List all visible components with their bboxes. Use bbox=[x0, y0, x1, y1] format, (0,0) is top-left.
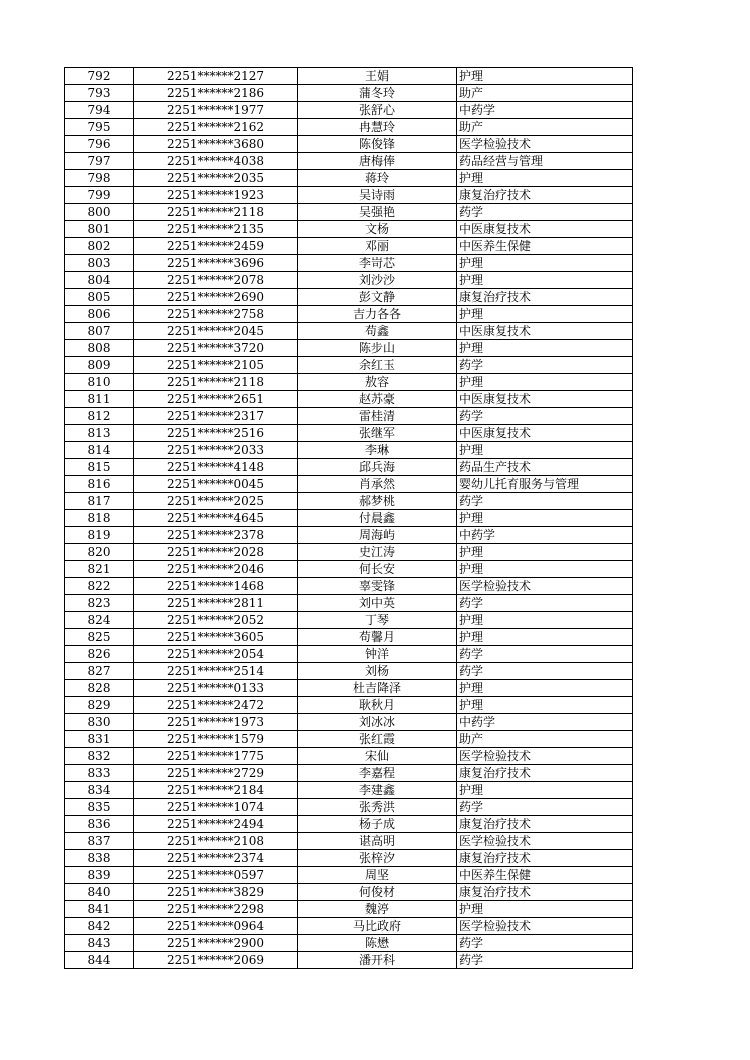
student-id-cell: 2251******2028 bbox=[134, 544, 298, 561]
student-id-cell: 2251******2900 bbox=[134, 935, 298, 952]
row-number-cell: 799 bbox=[65, 187, 134, 204]
row-number-cell: 816 bbox=[65, 476, 134, 493]
table-row bbox=[65, 748, 633, 765]
table-row bbox=[65, 850, 633, 867]
student-id-cell: 2251******3680 bbox=[134, 136, 298, 153]
major-cell: 中医康复技术 bbox=[457, 323, 633, 340]
student-name-cell: 李建鑫 bbox=[298, 782, 457, 799]
student-id-cell: 2251******2108 bbox=[134, 833, 298, 850]
student-name-cell: 潘开科 bbox=[298, 952, 457, 969]
major-cell: 中药学 bbox=[457, 527, 633, 544]
table-row bbox=[65, 833, 633, 850]
table-row bbox=[65, 102, 633, 119]
student-name-cell: 周海屿 bbox=[298, 527, 457, 544]
student-id-cell: 2251******2054 bbox=[134, 646, 298, 663]
major-cell: 康复治疗技术 bbox=[457, 765, 633, 782]
student-id-cell: 2251******4645 bbox=[134, 510, 298, 527]
major-cell: 助产 bbox=[457, 119, 633, 136]
student-id-cell: 2251******2046 bbox=[134, 561, 298, 578]
major-cell: 护理 bbox=[457, 340, 633, 357]
student-id-cell: 2251******1468 bbox=[134, 578, 298, 595]
row-number-cell: 827 bbox=[65, 663, 134, 680]
row-number-cell: 826 bbox=[65, 646, 134, 663]
row-number-cell: 829 bbox=[65, 697, 134, 714]
student-id-cell: 2251******4148 bbox=[134, 459, 298, 476]
major-cell: 药学 bbox=[457, 663, 633, 680]
student-id-cell: 2251******2105 bbox=[134, 357, 298, 374]
major-cell: 护理 bbox=[457, 510, 633, 527]
major-cell: 中药学 bbox=[457, 102, 633, 119]
student-id-cell: 2251******2729 bbox=[134, 765, 298, 782]
table-row bbox=[65, 323, 633, 340]
table-row bbox=[65, 170, 633, 187]
student-id-cell: 2251******0964 bbox=[134, 918, 298, 935]
student-name-cell: 付晨鑫 bbox=[298, 510, 457, 527]
major-cell: 护理 bbox=[457, 170, 633, 187]
student-name-cell: 唐梅俸 bbox=[298, 153, 457, 170]
major-cell: 药品经营与管理 bbox=[457, 153, 633, 170]
student-name-cell: 何俊材 bbox=[298, 884, 457, 901]
table-row bbox=[65, 391, 633, 408]
student-id-cell: 2251******2033 bbox=[134, 442, 298, 459]
major-cell: 护理 bbox=[457, 68, 633, 85]
student-list-sheet bbox=[64, 67, 633, 969]
table-row bbox=[65, 663, 633, 680]
student-id-cell: 2251******2516 bbox=[134, 425, 298, 442]
student-name-cell: 张红霞 bbox=[298, 731, 457, 748]
row-number-cell: 803 bbox=[65, 255, 134, 272]
table-row bbox=[65, 629, 633, 646]
major-cell: 康复治疗技术 bbox=[457, 850, 633, 867]
table-row bbox=[65, 272, 633, 289]
student-name-cell: 余红玉 bbox=[298, 357, 457, 374]
student-name-cell: 谌高明 bbox=[298, 833, 457, 850]
row-number-cell: 835 bbox=[65, 799, 134, 816]
table-row bbox=[65, 680, 633, 697]
major-cell: 护理 bbox=[457, 629, 633, 646]
student-name-cell: 李岢芯 bbox=[298, 255, 457, 272]
major-cell: 护理 bbox=[457, 697, 633, 714]
row-number-cell: 822 bbox=[65, 578, 134, 595]
student-name-cell: 蒲冬玲 bbox=[298, 85, 457, 102]
student-id-cell: 2251******2690 bbox=[134, 289, 298, 306]
major-cell: 中药学 bbox=[457, 714, 633, 731]
student-name-cell: 何长安 bbox=[298, 561, 457, 578]
student-id-cell: 2251******1977 bbox=[134, 102, 298, 119]
student-id-cell: 2251******2494 bbox=[134, 816, 298, 833]
table-row bbox=[65, 816, 633, 833]
student-name-cell: 苟馨月 bbox=[298, 629, 457, 646]
row-number-cell: 794 bbox=[65, 102, 134, 119]
major-cell: 助产 bbox=[457, 85, 633, 102]
student-name-cell: 邱兵海 bbox=[298, 459, 457, 476]
student-id-cell: 2251******2651 bbox=[134, 391, 298, 408]
row-number-cell: 808 bbox=[65, 340, 134, 357]
row-number-cell: 817 bbox=[65, 493, 134, 510]
major-cell: 中医养生保健 bbox=[457, 238, 633, 255]
table-row bbox=[65, 544, 633, 561]
table-row bbox=[65, 85, 633, 102]
student-id-cell: 2251******2374 bbox=[134, 850, 298, 867]
student-id-cell: 2251******2052 bbox=[134, 612, 298, 629]
student-name-cell: 李琳 bbox=[298, 442, 457, 459]
row-number-cell: 830 bbox=[65, 714, 134, 731]
row-number-cell: 831 bbox=[65, 731, 134, 748]
major-cell: 助产 bbox=[457, 731, 633, 748]
student-name-cell: 刘中英 bbox=[298, 595, 457, 612]
student-id-cell: 2251******2184 bbox=[134, 782, 298, 799]
major-cell: 药学 bbox=[457, 646, 633, 663]
student-id-cell: 2251******0597 bbox=[134, 867, 298, 884]
table-row bbox=[65, 884, 633, 901]
student-name-cell: 钟洋 bbox=[298, 646, 457, 663]
table-row bbox=[65, 782, 633, 799]
table-row bbox=[65, 289, 633, 306]
student-id-cell: 2251******2135 bbox=[134, 221, 298, 238]
table-row bbox=[65, 119, 633, 136]
student-name-cell: 张继军 bbox=[298, 425, 457, 442]
row-number-cell: 839 bbox=[65, 867, 134, 884]
student-id-cell: 2251******2811 bbox=[134, 595, 298, 612]
student-name-cell: 刘冰冰 bbox=[298, 714, 457, 731]
student-id-cell: 2251******1074 bbox=[134, 799, 298, 816]
row-number-cell: 838 bbox=[65, 850, 134, 867]
student-name-cell: 史江涛 bbox=[298, 544, 457, 561]
student-name-cell: 蒋玲 bbox=[298, 170, 457, 187]
row-number-cell: 813 bbox=[65, 425, 134, 442]
student-name-cell: 吴诗雨 bbox=[298, 187, 457, 204]
major-cell: 康复治疗技术 bbox=[457, 816, 633, 833]
student-id-cell: 2251******2069 bbox=[134, 952, 298, 969]
table-row bbox=[65, 935, 633, 952]
row-number-cell: 800 bbox=[65, 204, 134, 221]
student-id-cell: 2251******2298 bbox=[134, 901, 298, 918]
table-row bbox=[65, 340, 633, 357]
major-cell: 护理 bbox=[457, 901, 633, 918]
major-cell: 康复治疗技术 bbox=[457, 884, 633, 901]
student-name-cell: 冉慧玲 bbox=[298, 119, 457, 136]
table-row bbox=[65, 714, 633, 731]
student-id-cell: 2251******2378 bbox=[134, 527, 298, 544]
student-name-cell: 杜吉降泽 bbox=[298, 680, 457, 697]
student-name-cell: 杨子成 bbox=[298, 816, 457, 833]
row-number-cell: 825 bbox=[65, 629, 134, 646]
table-row bbox=[65, 646, 633, 663]
row-number-cell: 832 bbox=[65, 748, 134, 765]
student-name-cell: 张秀洪 bbox=[298, 799, 457, 816]
row-number-cell: 795 bbox=[65, 119, 134, 136]
major-cell: 护理 bbox=[457, 272, 633, 289]
student-id-cell: 2251******2045 bbox=[134, 323, 298, 340]
table-row bbox=[65, 799, 633, 816]
table-row bbox=[65, 153, 633, 170]
student-name-cell: 赵苏豪 bbox=[298, 391, 457, 408]
student-name-cell: 郝梦桃 bbox=[298, 493, 457, 510]
student-name-cell: 李嘉程 bbox=[298, 765, 457, 782]
student-id-cell: 2251******1973 bbox=[134, 714, 298, 731]
major-cell: 中医康复技术 bbox=[457, 221, 633, 238]
student-name-cell: 丁琴 bbox=[298, 612, 457, 629]
student-name-cell: 王娟 bbox=[298, 68, 457, 85]
row-number-cell: 807 bbox=[65, 323, 134, 340]
table-row bbox=[65, 442, 633, 459]
table-row bbox=[65, 357, 633, 374]
row-number-cell: 823 bbox=[65, 595, 134, 612]
major-cell: 药学 bbox=[457, 204, 633, 221]
table-row bbox=[65, 697, 633, 714]
major-cell: 药品生产技术 bbox=[457, 459, 633, 476]
row-number-cell: 798 bbox=[65, 170, 134, 187]
row-number-cell: 801 bbox=[65, 221, 134, 238]
major-cell: 康复治疗技术 bbox=[457, 187, 633, 204]
row-number-cell: 796 bbox=[65, 136, 134, 153]
major-cell: 药学 bbox=[457, 408, 633, 425]
row-number-cell: 804 bbox=[65, 272, 134, 289]
table-row bbox=[65, 952, 633, 969]
table-row bbox=[65, 204, 633, 221]
table-row bbox=[65, 68, 633, 85]
table-row bbox=[65, 527, 633, 544]
student-name-cell: 马比政府 bbox=[298, 918, 457, 935]
major-cell: 中医养生保健 bbox=[457, 867, 633, 884]
student-id-cell: 2251******0045 bbox=[134, 476, 298, 493]
student-id-cell: 2251******4038 bbox=[134, 153, 298, 170]
student-id-cell: 2251******0133 bbox=[134, 680, 298, 697]
table-row bbox=[65, 306, 633, 323]
row-number-cell: 792 bbox=[65, 68, 134, 85]
table-row bbox=[65, 578, 633, 595]
table-row bbox=[65, 136, 633, 153]
table-row bbox=[65, 476, 633, 493]
student-name-cell: 陈俊锋 bbox=[298, 136, 457, 153]
student-id-cell: 2251******3605 bbox=[134, 629, 298, 646]
student-id-cell: 2251******2127 bbox=[134, 68, 298, 85]
student-name-cell: 敖容 bbox=[298, 374, 457, 391]
table-row bbox=[65, 374, 633, 391]
major-cell: 中医康复技术 bbox=[457, 425, 633, 442]
table-row bbox=[65, 510, 633, 527]
student-name-cell: 张梓汐 bbox=[298, 850, 457, 867]
row-number-cell: 833 bbox=[65, 765, 134, 782]
table-row bbox=[65, 493, 633, 510]
student-id-cell: 2251******2162 bbox=[134, 119, 298, 136]
row-number-cell: 837 bbox=[65, 833, 134, 850]
major-cell: 药学 bbox=[457, 952, 633, 969]
table-row bbox=[65, 459, 633, 476]
major-cell: 医学检验技术 bbox=[457, 833, 633, 850]
major-cell: 医学检验技术 bbox=[457, 136, 633, 153]
student-id-cell: 2251******2118 bbox=[134, 204, 298, 221]
row-number-cell: 824 bbox=[65, 612, 134, 629]
major-cell: 药学 bbox=[457, 799, 633, 816]
major-cell: 护理 bbox=[457, 442, 633, 459]
student-name-cell: 辜雯锋 bbox=[298, 578, 457, 595]
student-name-cell: 吴强艳 bbox=[298, 204, 457, 221]
student-id-cell: 2251******1579 bbox=[134, 731, 298, 748]
table-row bbox=[65, 425, 633, 442]
student-name-cell: 张舒心 bbox=[298, 102, 457, 119]
row-number-cell: 809 bbox=[65, 357, 134, 374]
row-number-cell: 797 bbox=[65, 153, 134, 170]
row-number-cell: 814 bbox=[65, 442, 134, 459]
student-table bbox=[64, 67, 633, 969]
row-number-cell: 834 bbox=[65, 782, 134, 799]
table-row bbox=[65, 612, 633, 629]
major-cell: 护理 bbox=[457, 306, 633, 323]
student-table-body bbox=[65, 68, 633, 969]
row-number-cell: 819 bbox=[65, 527, 134, 544]
major-cell: 护理 bbox=[457, 782, 633, 799]
student-name-cell: 吉力各各 bbox=[298, 306, 457, 323]
major-cell: 康复治疗技术 bbox=[457, 289, 633, 306]
major-cell: 护理 bbox=[457, 255, 633, 272]
student-id-cell: 2251******2514 bbox=[134, 663, 298, 680]
student-id-cell: 2251******1923 bbox=[134, 187, 298, 204]
student-name-cell: 耿秋月 bbox=[298, 697, 457, 714]
table-row bbox=[65, 918, 633, 935]
major-cell: 医学检验技术 bbox=[457, 578, 633, 595]
student-id-cell: 2251******3829 bbox=[134, 884, 298, 901]
table-row bbox=[65, 901, 633, 918]
major-cell: 医学检验技术 bbox=[457, 918, 633, 935]
table-row bbox=[65, 255, 633, 272]
row-number-cell: 812 bbox=[65, 408, 134, 425]
student-name-cell: 陈步山 bbox=[298, 340, 457, 357]
student-id-cell: 2251******2118 bbox=[134, 374, 298, 391]
major-cell: 药学 bbox=[457, 935, 633, 952]
row-number-cell: 818 bbox=[65, 510, 134, 527]
row-number-cell: 842 bbox=[65, 918, 134, 935]
table-row bbox=[65, 765, 633, 782]
student-name-cell: 宋仙 bbox=[298, 748, 457, 765]
row-number-cell: 793 bbox=[65, 85, 134, 102]
student-id-cell: 2251******1775 bbox=[134, 748, 298, 765]
student-id-cell: 2251******2078 bbox=[134, 272, 298, 289]
major-cell: 中医康复技术 bbox=[457, 391, 633, 408]
student-name-cell: 肖承然 bbox=[298, 476, 457, 493]
student-name-cell: 文杨 bbox=[298, 221, 457, 238]
student-name-cell: 陈懋 bbox=[298, 935, 457, 952]
major-cell: 婴幼儿托育服务与管理 bbox=[457, 476, 633, 493]
student-name-cell: 彭文静 bbox=[298, 289, 457, 306]
row-number-cell: 844 bbox=[65, 952, 134, 969]
row-number-cell: 841 bbox=[65, 901, 134, 918]
row-number-cell: 805 bbox=[65, 289, 134, 306]
row-number-cell: 843 bbox=[65, 935, 134, 952]
row-number-cell: 821 bbox=[65, 561, 134, 578]
row-number-cell: 810 bbox=[65, 374, 134, 391]
student-name-cell: 周坚 bbox=[298, 867, 457, 884]
student-name-cell: 魏渟 bbox=[298, 901, 457, 918]
student-name-cell: 雷桂清 bbox=[298, 408, 457, 425]
table-row bbox=[65, 595, 633, 612]
table-row bbox=[65, 731, 633, 748]
table-row bbox=[65, 408, 633, 425]
student-name-cell: 刘杨 bbox=[298, 663, 457, 680]
major-cell: 护理 bbox=[457, 561, 633, 578]
major-cell: 护理 bbox=[457, 374, 633, 391]
major-cell: 药学 bbox=[457, 595, 633, 612]
table-row bbox=[65, 561, 633, 578]
student-id-cell: 2251******2317 bbox=[134, 408, 298, 425]
student-id-cell: 2251******2035 bbox=[134, 170, 298, 187]
student-id-cell: 2251******2025 bbox=[134, 493, 298, 510]
row-number-cell: 820 bbox=[65, 544, 134, 561]
row-number-cell: 828 bbox=[65, 680, 134, 697]
major-cell: 护理 bbox=[457, 612, 633, 629]
student-id-cell: 2251******3720 bbox=[134, 340, 298, 357]
student-id-cell: 2251******2472 bbox=[134, 697, 298, 714]
table-row bbox=[65, 221, 633, 238]
student-id-cell: 2251******2186 bbox=[134, 85, 298, 102]
major-cell: 药学 bbox=[457, 493, 633, 510]
student-id-cell: 2251******3696 bbox=[134, 255, 298, 272]
major-cell: 护理 bbox=[457, 680, 633, 697]
student-name-cell: 苟鑫 bbox=[298, 323, 457, 340]
table-row bbox=[65, 187, 633, 204]
row-number-cell: 836 bbox=[65, 816, 134, 833]
row-number-cell: 840 bbox=[65, 884, 134, 901]
table-row bbox=[65, 238, 633, 255]
row-number-cell: 815 bbox=[65, 459, 134, 476]
table-row bbox=[65, 867, 633, 884]
row-number-cell: 806 bbox=[65, 306, 134, 323]
student-id-cell: 2251******2758 bbox=[134, 306, 298, 323]
student-name-cell: 刘沙沙 bbox=[298, 272, 457, 289]
major-cell: 护理 bbox=[457, 544, 633, 561]
student-name-cell: 邓丽 bbox=[298, 238, 457, 255]
major-cell: 药学 bbox=[457, 357, 633, 374]
major-cell: 医学检验技术 bbox=[457, 748, 633, 765]
row-number-cell: 811 bbox=[65, 391, 134, 408]
row-number-cell: 802 bbox=[65, 238, 134, 255]
student-id-cell: 2251******2459 bbox=[134, 238, 298, 255]
